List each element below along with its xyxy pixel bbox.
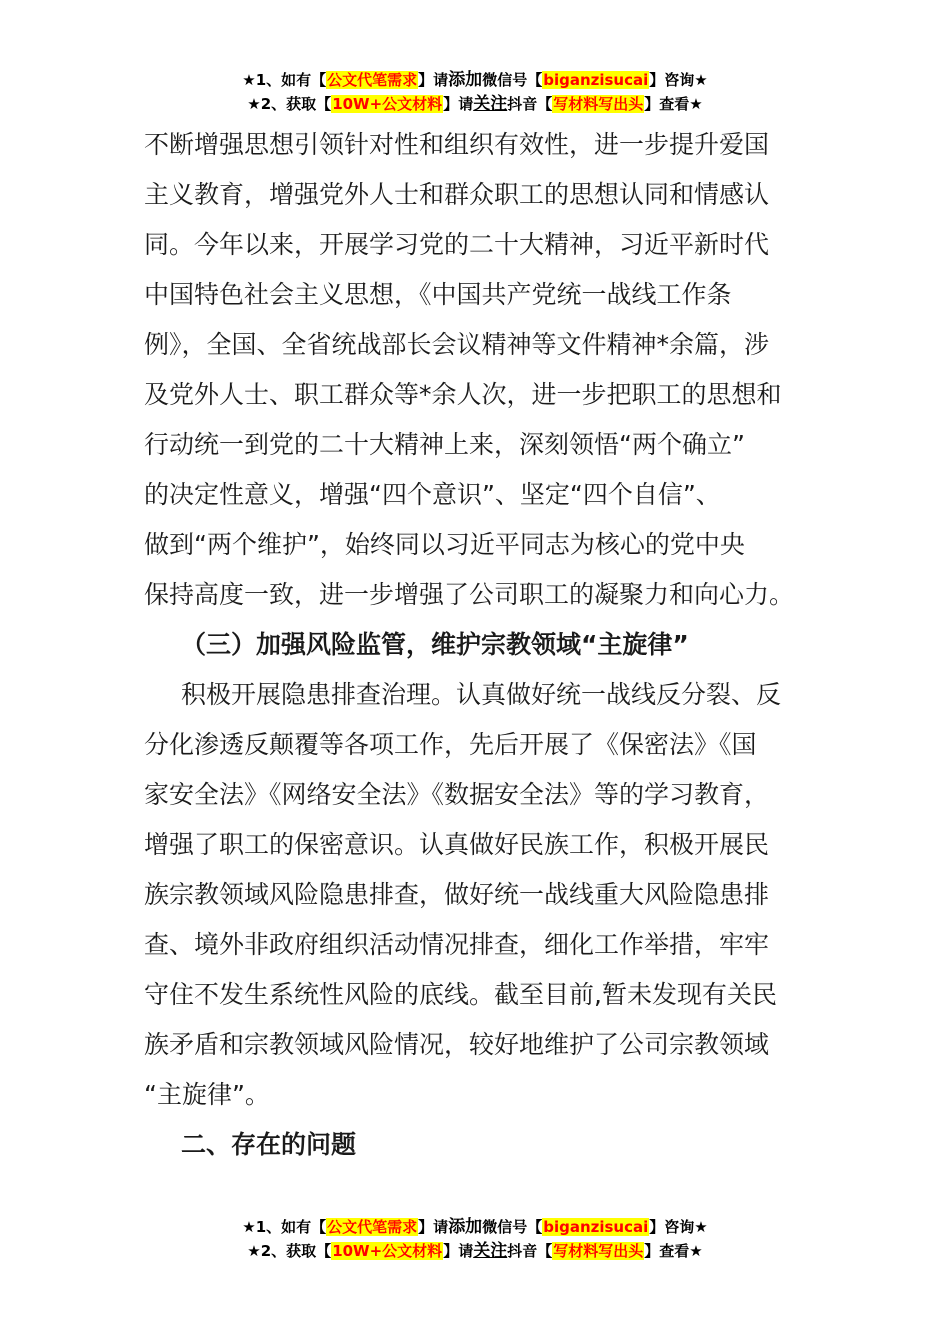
section-heading: （三）加强风险监管，维护宗教领域“主旋律” [181, 630, 689, 659]
chapter-heading: 二、存在的问题 [181, 1130, 357, 1159]
body-line: 中国特色社会主义思想，《中国共产党统一战线工作条 [144, 280, 732, 309]
section-line: “主旋律”。 [144, 1080, 270, 1109]
ad-text: ★2、获取【 [247, 95, 332, 113]
ad-highlight: 10W+公文材料 [332, 1242, 443, 1260]
body-line: 行动统一到党的二十大精神上来，深刻领悟“两个确立” [144, 430, 745, 459]
ad-text: 】咨询★ [649, 71, 708, 89]
section-line: 族宗教领域风险隐患排查，做好统一战线重大风险隐患排 [144, 880, 770, 909]
ad-text: 】咨询★ [649, 1218, 708, 1236]
ad-text: 】请 [443, 1242, 474, 1260]
footer-ad-banner [0, 1215, 950, 1263]
body-line: 保持高度一致，进一步增强了公司职工的凝聚力和向心力。 [144, 580, 795, 609]
body-line: 例》，全国、全省统战部长会议精神等文件精神*余篇，涉 [144, 330, 770, 359]
ad-line-2 [0, 1239, 950, 1263]
ad-text: 】查看★ [644, 1242, 703, 1260]
ad-highlight: 公文代笔需求 [327, 71, 418, 89]
section-line: 查、境外非政府组织活动情况排查，细化工作举措，牢牢 [144, 930, 770, 959]
ad-text: 微信号【 [482, 1218, 543, 1236]
section-line: 积极开展隐患排查治理。认真做好统一战线反分裂、反 [181, 680, 782, 709]
ad-highlight: 公文代笔需求 [327, 1218, 418, 1236]
ad-text: 】请 [418, 71, 449, 89]
ad-text: 微信号【 [482, 71, 543, 89]
ad-emphasis: 关注 [473, 94, 508, 114]
section-line: 族矛盾和宗教领域风险情况，较好地维护了公司宗教领域 [144, 1030, 770, 1059]
body-line: 主义教育，增强党外人士和群众职工的思想认同和情感认 [144, 180, 770, 209]
ad-highlight-douyin-id: 写材料写出头 [553, 1242, 644, 1260]
body-line: 不断增强思想引领针对性和组织有效性，进一步提升爱国 [144, 130, 770, 159]
body-line: 及党外人士、职工群众等*余人次，进一步把职工的思想和 [144, 380, 782, 409]
ad-text: 抖音【 [507, 1242, 553, 1260]
ad-text: 抖音【 [507, 95, 553, 113]
ad-emphasis: 添加 [448, 70, 483, 90]
body-line: 做到“两个维护”，始终同以习近平同志为核心的党中央 [144, 530, 745, 559]
ad-highlight-wechat-id: biganzisucai [543, 1218, 649, 1236]
ad-line-2 [0, 92, 950, 116]
ad-text: 】请 [443, 95, 474, 113]
body-line: 同。今年以来，开展学习党的二十大精神，习近平新时代 [144, 230, 770, 259]
ad-highlight-wechat-id: biganzisucai [543, 71, 649, 89]
ad-emphasis: 关注 [473, 1241, 508, 1261]
ad-line-1 [0, 1215, 950, 1239]
ad-line-1 [0, 68, 950, 92]
ad-text: ★2、获取【 [247, 1242, 332, 1260]
body-line: 的决定性意义，增强“四个意识”、坚定“四个自信”、 [144, 480, 721, 509]
ad-text: 】请 [418, 1218, 449, 1236]
section-line: 增强了职工的保密意识。认真做好民族工作，积极开展民 [144, 830, 770, 859]
section-line: 分化渗透反颠覆等各项工作，先后开展了《保密法》《国 [144, 730, 757, 759]
header-ad-banner [0, 68, 950, 116]
ad-emphasis: 添加 [448, 1217, 483, 1237]
ad-highlight: 10W+公文材料 [332, 95, 443, 113]
section-line: 守住不发生系统性风险的底线。截至目前,暂未发现有关民 [144, 980, 777, 1009]
ad-highlight-douyin-id: 写材料写出头 [553, 95, 644, 113]
ad-text: ★1、如有【 [242, 1218, 327, 1236]
document-body [144, 120, 809, 1170]
ad-text: ★1、如有【 [242, 71, 327, 89]
ad-text: 】查看★ [644, 95, 703, 113]
section-line: 家安全法》《网络安全法》《数据安全法》等的学习教育， [144, 780, 770, 809]
